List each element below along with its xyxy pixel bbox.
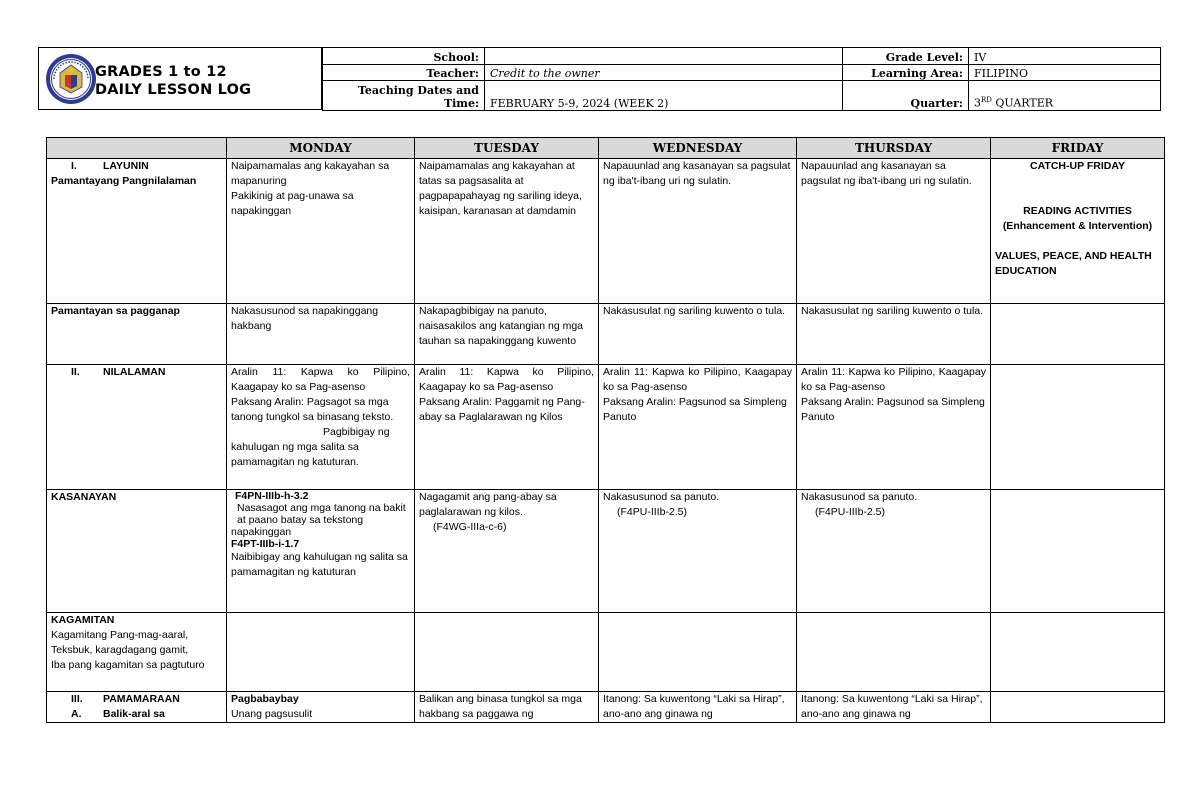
kasanayan-wednesday-code: (F4PU-IIIb-2.5) bbox=[617, 506, 688, 518]
kasanayan-tuesday-text: Nagagamit ang pang-abay sa paglalarawan ng kilos. bbox=[419, 491, 557, 518]
row-label-pagganap: Pamantayan sa pagganap bbox=[47, 304, 227, 365]
nilalaman-monday-extra: Pagbibigay ng kahulugan ng mga salita sa pamamagitan ng katuturan. bbox=[231, 426, 390, 468]
day-header-wednesday: WEDNESDAY bbox=[599, 138, 797, 159]
row-label-nilalaman bbox=[47, 365, 227, 490]
school-value bbox=[485, 48, 843, 65]
quarter-number: 3 bbox=[974, 97, 981, 110]
cell-layunin-thursday: Napauunlad ang kasanayan sa pagsulat ng iba't-ibang uri ng sulatin. bbox=[797, 159, 991, 304]
cell-kagamitan-friday bbox=[991, 613, 1165, 692]
pamamaraan-monday-title: Pagbabaybay bbox=[231, 693, 299, 705]
cell-layunin-monday bbox=[227, 159, 415, 304]
nilalaman-monday-aralin: Aralin 11: Kapwa ko Pilipino, Kaagapay ko sa Pag-asenso bbox=[231, 366, 410, 393]
cell-pagganap-wednesday: Nakasusulat ng sariling kuwento o tula. bbox=[599, 304, 797, 365]
day-header-friday: FRIDAY bbox=[991, 138, 1165, 159]
teacher-label: Teacher: bbox=[323, 65, 485, 81]
cell-kasanayan-wednesday bbox=[599, 490, 797, 613]
pamamaraan-monday-text: Unang pagsusulit bbox=[231, 708, 313, 720]
quarter-word: QUARTER bbox=[995, 97, 1054, 110]
row-layunin bbox=[47, 159, 1165, 304]
grade-level-label: Grade Level: bbox=[843, 48, 969, 65]
sub-letter-a: A. bbox=[71, 708, 82, 720]
cell-pagganap-tuesday: Nakapagbibigay na panuto, naisasakilos ang katangian ng mga tauhan sa napakinggang kuwento bbox=[415, 304, 599, 365]
cell-nilalaman-wednesday bbox=[599, 365, 797, 490]
cell-nilalaman-tuesday bbox=[415, 365, 599, 490]
cell-pagganap-friday bbox=[991, 304, 1165, 365]
pamamaraan-sublabel: Balik-aral sa bbox=[103, 708, 165, 720]
cell-pagganap-thursday: Nakasusulat ng sariling kuwento o tula. bbox=[797, 304, 991, 365]
cell-kasanayan-friday bbox=[991, 490, 1165, 613]
cell-pagganap-monday: Nakasusunod sa napakinggang hakbang bbox=[227, 304, 415, 365]
quarter-label: Quarter: bbox=[843, 81, 969, 111]
nilalaman-thursday-aralin: Aralin 11: Kapwa ko Pilipino, Kaagapay ko sa Pag-asenso bbox=[801, 366, 986, 393]
cell-pamamaraan-thursday: Itanong: Sa kuwentong “Laki sa Hirap”, ano-ano ang ginawa ng bbox=[797, 692, 991, 723]
learning-area-label: Learning Area: bbox=[843, 65, 969, 81]
layunin-label: LAYUNIN bbox=[103, 160, 149, 172]
nilalaman-wednesday-paksa: Paksang Aralin: Pagsunod sa Simpleng Panuto bbox=[603, 396, 787, 423]
cell-layunin-friday bbox=[991, 159, 1165, 304]
kagamitan-label: KAGAMITAN bbox=[51, 614, 115, 626]
title-line-2: DAILY LESSON LOG bbox=[95, 82, 252, 98]
cell-layunin-tuesday: Naipamamalas ang kakayahan at tatas sa pagsasalita at pagpapapahayag ng sariling ideya, kaisipan, karanasan at damdamin bbox=[415, 159, 599, 304]
kasanayan-thursday-text: Nakasusunod sa panuto. bbox=[801, 491, 918, 503]
teaching-dates-label-line2: Time: bbox=[443, 97, 479, 110]
pamamaraan-label: PAMAMARAAN bbox=[103, 693, 180, 705]
cell-kagamitan-wednesday bbox=[599, 613, 797, 692]
cell-kasanayan-tuesday bbox=[415, 490, 599, 613]
cell-kagamitan-tuesday bbox=[415, 613, 599, 692]
friday-values-education: VALUES, PEACE, AND HEALTH EDUCATION bbox=[995, 250, 1152, 277]
grade-level-value: IV bbox=[969, 48, 1161, 65]
header-info-table bbox=[322, 47, 1161, 111]
cell-pamamaraan-friday bbox=[991, 692, 1165, 723]
row-kagamitan bbox=[47, 613, 1165, 692]
nilalaman-tuesday-paksa: Paksang Aralin: Paggamit ng Pang-abay sa Paglalarawan ng Kilos bbox=[419, 396, 585, 423]
kasanayan-monday-text1: Nasasagot ang mga tanong na bakit at paano batay sa tekstong bbox=[237, 502, 406, 526]
kasanayan-thursday-code: (F4PU-IIIb-2.5) bbox=[815, 506, 886, 518]
cell-nilalaman-friday bbox=[991, 365, 1165, 490]
cell-nilalaman-thursday bbox=[797, 365, 991, 490]
cell-kasanayan-thursday bbox=[797, 490, 991, 613]
kasanayan-tuesday-code: (F4WG-IIIa-c-6) bbox=[433, 521, 507, 533]
kagamitan-sub2: Teksbuk, karagdagang gamit, bbox=[51, 644, 189, 656]
nilalaman-wednesday-aralin: Aralin 11: Kapwa ko Pilipino, Kaagapay ko sa Pag-asenso bbox=[603, 366, 792, 393]
day-header-row bbox=[47, 138, 1165, 159]
corner-header-cell bbox=[47, 138, 227, 159]
kasanayan-monday-code1: F4PN-IIIb-h-3.2 bbox=[235, 490, 309, 502]
row-nilalaman bbox=[47, 365, 1165, 490]
kagamitan-sub3: Iba pang kagamitan sa pagtuturo bbox=[51, 659, 205, 671]
teaching-dates-label-line1: Teaching Dates and bbox=[357, 84, 479, 97]
day-header-thursday: THURSDAY bbox=[797, 138, 991, 159]
nilalaman-monday-paksa: Paksang Aralin: Pagsagot sa mga tanong tungkol sa binasang teksto. bbox=[231, 396, 394, 423]
layunin-monday-line1: Naipamamalas ang kakayahan sa mapanuring bbox=[231, 160, 390, 187]
roman-numeral-1: I. bbox=[71, 160, 77, 172]
day-header-tuesday: TUESDAY bbox=[415, 138, 599, 159]
friday-reading-activities: READING ACTIVITIES bbox=[1023, 205, 1132, 217]
friday-enhancement: (Enhancement & Intervention) bbox=[1002, 220, 1153, 232]
nilalaman-tuesday-aralin: Aralin 11: Kapwa ko Pilipino, Kaagapay ko sa Pag-asenso bbox=[419, 366, 594, 393]
row-kasanayan bbox=[47, 490, 1165, 613]
row-label-kasanayan: KASANAYAN bbox=[47, 490, 227, 613]
quarter-value bbox=[969, 81, 1161, 111]
row-pamamaraan bbox=[47, 692, 1165, 723]
cell-pamamaraan-tuesday: Balikan ang binasa tungkol sa mga hakbang sa paggawa ng bbox=[415, 692, 599, 723]
deped-seal-icon bbox=[45, 53, 97, 105]
row-pamantayan-pagganap bbox=[47, 304, 1165, 365]
nilalaman-label: NILALAMAN bbox=[103, 366, 166, 378]
nilalaman-thursday-paksa: Paksang Aralin: Pagsunod sa Simpleng Panuto bbox=[801, 396, 985, 423]
title-line-1: GRADES 1 to 12 bbox=[95, 64, 227, 80]
layunin-sublabel: Pamantayang Pangnilalaman bbox=[51, 175, 197, 187]
row-label-kagamitan bbox=[47, 613, 227, 692]
roman-numeral-2: II. bbox=[71, 366, 80, 378]
day-header-monday: MONDAY bbox=[227, 138, 415, 159]
layunin-monday-line2: Pakikinig at pag-unawa sa napakinggan bbox=[231, 190, 354, 217]
teacher-value: Credit to the owner bbox=[485, 65, 843, 81]
cell-nilalaman-monday bbox=[227, 365, 415, 490]
kasanayan-monday-text2: Naibibigay ang kahulugan ng salita sa pamamagitan ng katuturan bbox=[231, 551, 408, 578]
cell-pamamaraan-wednesday: Itanong: Sa kuwentong “Laki sa Hirap”, ano-ano ang ginawa ng bbox=[599, 692, 797, 723]
cell-kagamitan-thursday bbox=[797, 613, 991, 692]
kagamitan-sub1: Kagamitang Pang-mag-aaral, bbox=[51, 629, 189, 641]
header-logo-box bbox=[38, 47, 322, 110]
cell-pamamaraan-monday bbox=[227, 692, 415, 723]
friday-catch-up: CATCH-UP FRIDAY bbox=[1030, 160, 1125, 172]
school-label: School: bbox=[323, 48, 485, 65]
learning-area-value: FILIPINO bbox=[969, 65, 1161, 81]
row-label-layunin bbox=[47, 159, 227, 304]
roman-numeral-3: III. bbox=[71, 693, 83, 705]
kasanayan-monday-text1b: napakinggan bbox=[231, 526, 292, 538]
lesson-log-table bbox=[46, 137, 1165, 723]
cell-layunin-wednesday: Napauunlad ang kasanayan sa pagsulat ng iba't-ibang uri ng sulatin. bbox=[599, 159, 797, 304]
cell-kasanayan-monday bbox=[227, 490, 415, 613]
teaching-dates-label bbox=[323, 81, 485, 111]
row-label-pamamaraan bbox=[47, 692, 227, 723]
kasanayan-wednesday-text: Nakasusunod sa panuto. bbox=[603, 491, 720, 503]
teaching-dates-value: FEBRUARY 5-9, 2024 (WEEK 2) bbox=[485, 81, 843, 111]
cell-kagamitan-monday bbox=[227, 613, 415, 692]
kasanayan-monday-code2: F4PT-IIIb-i-1.7 bbox=[231, 538, 300, 550]
quarter-suffix: RD bbox=[981, 96, 992, 105]
